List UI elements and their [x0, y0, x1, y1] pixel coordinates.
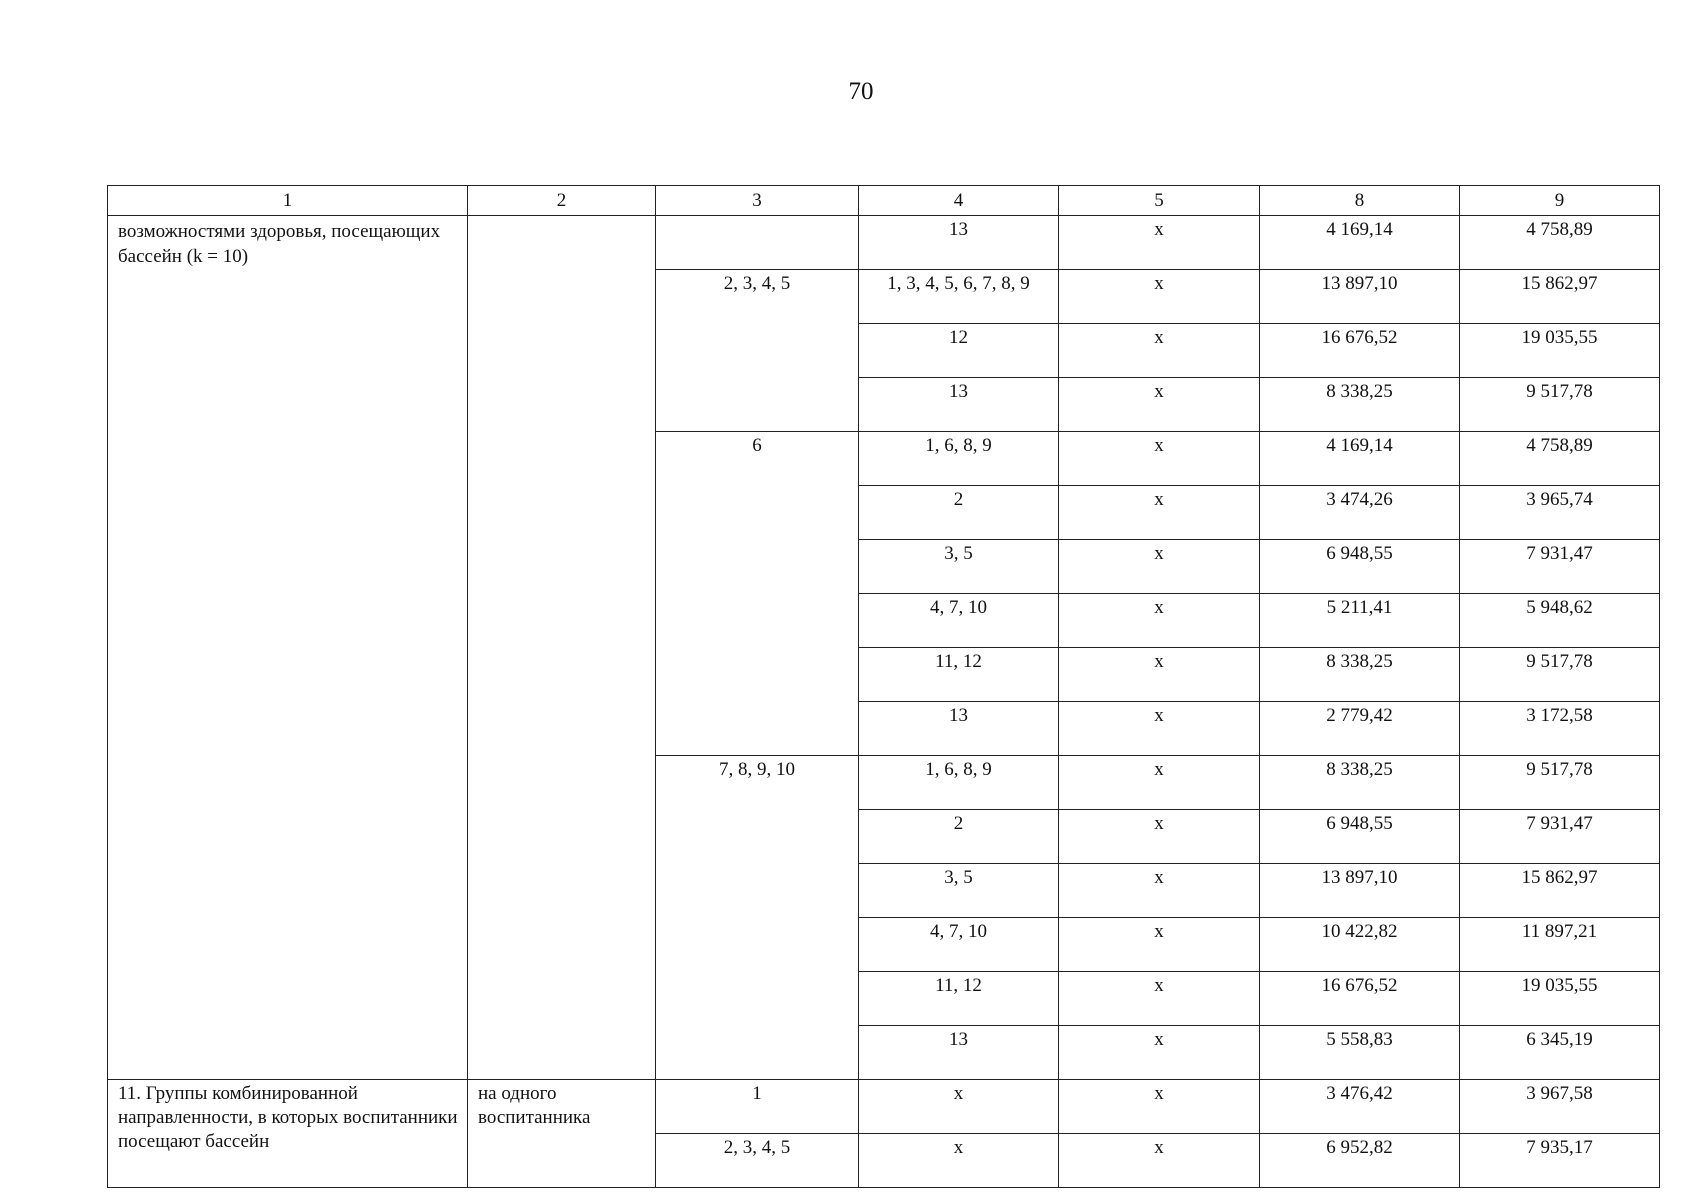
value-cell: 6 948,55	[1260, 810, 1460, 864]
page-number: 70	[848, 78, 874, 105]
col5-cell: х	[1059, 378, 1260, 432]
value-cell: 16 676,52	[1260, 972, 1460, 1026]
col5-cell: х	[1059, 540, 1260, 594]
col5-cell: х	[1059, 810, 1260, 864]
col5-cell: х	[1059, 216, 1260, 270]
value-cell: 5 948,62	[1460, 594, 1660, 648]
category-cell: 11. Группы комбинированной направленности, в которых воспитанники посещают бассейн	[108, 1080, 468, 1188]
col5-cell: х	[1059, 972, 1260, 1026]
value-cell: 15 862,97	[1460, 270, 1660, 324]
group-cell: 4, 7, 10	[859, 594, 1059, 648]
value-cell: 16 676,52	[1260, 324, 1460, 378]
group-cell: 1, 6, 8, 9	[859, 432, 1059, 486]
group-cell: 1, 3, 4, 5, 6, 7, 8, 9	[859, 270, 1059, 324]
value-cell: 4 169,14	[1260, 432, 1460, 486]
value-cell: 8 338,25	[1260, 648, 1460, 702]
value-cell: 9 517,78	[1460, 756, 1660, 810]
column-header: 3	[656, 186, 859, 216]
value-cell: 4 169,14	[1260, 216, 1460, 270]
group-cell: 13	[859, 702, 1059, 756]
age-cell: 2, 3, 4, 5	[656, 1134, 859, 1188]
group-cell: х	[859, 1134, 1059, 1188]
col5-cell: х	[1059, 1134, 1260, 1188]
value-cell: 9 517,78	[1460, 648, 1660, 702]
value-cell: 5 211,41	[1260, 594, 1460, 648]
col5-cell: х	[1059, 594, 1260, 648]
value-cell: 6 948,55	[1260, 540, 1460, 594]
group-cell: 13	[859, 1026, 1059, 1080]
tariff-table	[107, 185, 1660, 1188]
value-cell: 6 345,19	[1460, 1026, 1660, 1080]
group-cell: 2	[859, 486, 1059, 540]
age-cell: 1	[656, 1080, 859, 1134]
column-header: 2	[468, 186, 656, 216]
group-cell: 1, 6, 8, 9	[859, 756, 1059, 810]
value-cell: 7 931,47	[1460, 540, 1660, 594]
column-header: 8	[1260, 186, 1460, 216]
category-cell: возможностями здоровья, посещающих бассейн (k = 10)	[108, 216, 468, 1080]
column-number-row	[108, 186, 1660, 216]
group-cell: 2	[859, 810, 1059, 864]
value-cell: 15 862,97	[1460, 864, 1660, 918]
value-cell: 19 035,55	[1460, 972, 1660, 1026]
value-cell: 4 758,89	[1460, 432, 1660, 486]
value-cell: 3 965,74	[1460, 486, 1660, 540]
value-cell: 6 952,82	[1260, 1134, 1460, 1188]
col5-cell: х	[1059, 270, 1260, 324]
group-cell: 12	[859, 324, 1059, 378]
group-cell: 3, 5	[859, 864, 1059, 918]
value-cell: 2 779,42	[1260, 702, 1460, 756]
age-cell	[656, 216, 859, 270]
value-cell: 13 897,10	[1260, 864, 1460, 918]
col5-cell: х	[1059, 702, 1260, 756]
value-cell: 11 897,21	[1460, 918, 1660, 972]
value-cell: 4 758,89	[1460, 216, 1660, 270]
col5-cell: х	[1059, 648, 1260, 702]
value-cell: 8 338,25	[1260, 756, 1460, 810]
value-cell: 3 967,58	[1460, 1080, 1660, 1134]
col5-cell: х	[1059, 324, 1260, 378]
group-cell: 13	[859, 378, 1059, 432]
value-cell: 3 476,42	[1260, 1080, 1460, 1134]
value-cell: 19 035,55	[1460, 324, 1660, 378]
table-row	[108, 216, 1660, 270]
col5-cell: х	[1059, 756, 1260, 810]
group-cell: 3, 5	[859, 540, 1059, 594]
column-header: 1	[108, 186, 468, 216]
column-header: 5	[1059, 186, 1260, 216]
column-header: 4	[859, 186, 1059, 216]
age-cell: 2, 3, 4, 5	[656, 270, 859, 432]
value-cell: 3 474,26	[1260, 486, 1460, 540]
col5-cell: х	[1059, 486, 1260, 540]
col5-cell: х	[1059, 432, 1260, 486]
unit-cell: на одного воспитанника	[468, 1080, 656, 1188]
value-cell: 8 338,25	[1260, 378, 1460, 432]
col5-cell: х	[1059, 864, 1260, 918]
col5-cell: х	[1059, 918, 1260, 972]
group-cell: 11, 12	[859, 648, 1059, 702]
col5-cell: х	[1059, 1080, 1260, 1134]
value-cell: 3 172,58	[1460, 702, 1660, 756]
age-cell: 7, 8, 9, 10	[656, 756, 859, 1080]
group-cell: 13	[859, 216, 1059, 270]
column-header: 9	[1460, 186, 1660, 216]
value-cell: 7 935,17	[1460, 1134, 1660, 1188]
value-cell: 5 558,83	[1260, 1026, 1460, 1080]
col5-cell: х	[1059, 1026, 1260, 1080]
table-row	[108, 1080, 1660, 1134]
group-cell: 4, 7, 10	[859, 918, 1059, 972]
group-cell: 11, 12	[859, 972, 1059, 1026]
value-cell: 10 422,82	[1260, 918, 1460, 972]
value-cell: 13 897,10	[1260, 270, 1460, 324]
value-cell: 9 517,78	[1460, 378, 1660, 432]
unit-cell	[468, 216, 656, 1080]
age-cell: 6	[656, 432, 859, 756]
value-cell: 7 931,47	[1460, 810, 1660, 864]
group-cell: х	[859, 1080, 1059, 1134]
